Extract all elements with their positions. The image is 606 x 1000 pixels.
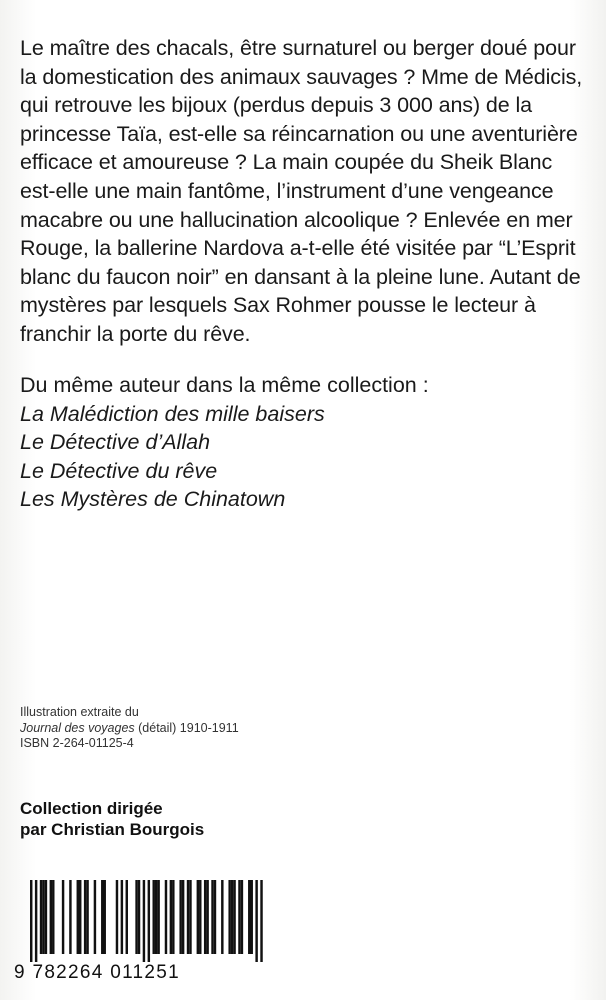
barcode-bars bbox=[14, 880, 264, 962]
barcode-bar bbox=[221, 880, 223, 954]
barcode-bar bbox=[121, 880, 123, 954]
barcode-bar bbox=[101, 880, 103, 954]
illustration-credits bbox=[20, 705, 420, 752]
barcode-bar bbox=[197, 880, 199, 954]
barcode-bar bbox=[104, 880, 106, 954]
barcode-bar bbox=[45, 880, 47, 954]
barcode-bar bbox=[40, 880, 42, 954]
book-title: Le Détective du rêve bbox=[20, 458, 218, 483]
same-author-section bbox=[20, 371, 590, 514]
barcode-digits: 9 782264 011251 bbox=[14, 962, 181, 983]
barcode-bar bbox=[86, 880, 88, 954]
barcode-bar bbox=[79, 880, 81, 954]
barcode-bar bbox=[165, 880, 167, 954]
barcode-bar bbox=[182, 880, 184, 954]
barcode-bar bbox=[187, 880, 189, 954]
barcode-bar bbox=[233, 880, 235, 954]
book-title: La Malédiction des mille baisers bbox=[20, 401, 325, 426]
blurb-text: Le maître des chacals, être surnaturel ou berger doué pour la domestication des animaux sauvages ? Mme de Médicis, qui retrouve les bijoux (perdus depuis 3 000 ans) de la princesse Taïa, est-elle sa réincarnation ou une aventurière efficace et amoureuse ? La main coupée du Sheik Blanc est-elle une main fantôme, l’instrument d’une vengeance macabre ou une hallucination alcoolique ? Enlevée en mer Rouge, la ballerine Nardova a-t-elle été visitée par “L’Esprit blanc du faucon noir” en dansant à la pleine lune. Autant de mystères par lesquels Sax Rohmer pousse le lecteur à franchir la porte du rêve. bbox=[20, 36, 583, 346]
barcode-bar bbox=[255, 880, 257, 962]
barcode-bar bbox=[50, 880, 52, 954]
barcode-bar bbox=[214, 880, 216, 954]
book-title: Le Détective d’Allah bbox=[20, 430, 211, 455]
barcode-bar bbox=[157, 880, 159, 954]
barcode-bar bbox=[155, 880, 157, 954]
barcode-bar bbox=[199, 880, 201, 954]
barcode-bar bbox=[94, 880, 96, 954]
barcode-bar bbox=[204, 880, 206, 954]
barcode-bar bbox=[248, 880, 250, 954]
barcode-bar bbox=[228, 880, 230, 954]
credit-line-1: Illustration extraite du bbox=[20, 705, 139, 719]
barcode-bar bbox=[211, 880, 213, 954]
barcode-bar bbox=[206, 880, 208, 954]
barcode-bar bbox=[231, 880, 233, 954]
barcode-bar bbox=[84, 880, 86, 954]
barcode-bar bbox=[52, 880, 54, 954]
barcode-bar bbox=[179, 880, 181, 954]
collection-line-1: Collection dirigée bbox=[20, 799, 163, 818]
same-author-heading: Du même auteur dans la même collection : bbox=[20, 373, 429, 397]
barcode-bar bbox=[116, 880, 118, 954]
barcode-bar bbox=[189, 880, 191, 954]
barcode-bar bbox=[135, 880, 137, 954]
barcode-bar bbox=[42, 880, 44, 954]
barcode-bar bbox=[77, 880, 79, 954]
barcode-bar bbox=[30, 880, 32, 962]
barcode-bar bbox=[251, 880, 253, 954]
title-list bbox=[20, 400, 590, 514]
barcode-bar bbox=[143, 880, 145, 962]
collection-credit bbox=[20, 798, 204, 840]
barcode-bar bbox=[138, 880, 140, 954]
credit-line-2 bbox=[20, 721, 420, 737]
isbn: ISBN 2-264-01125-4 bbox=[20, 736, 134, 751]
barcode-bar bbox=[35, 880, 37, 962]
barcode-bar bbox=[153, 880, 155, 954]
barcode-bar bbox=[62, 880, 64, 954]
journal-detail: (détail) 1910-1911 bbox=[134, 720, 239, 735]
book-title: Les Mystères de Chinatown bbox=[20, 487, 286, 512]
barcode-bar bbox=[238, 880, 240, 954]
barcode-bar bbox=[69, 880, 71, 954]
barcode bbox=[14, 880, 264, 992]
barcode-bar bbox=[148, 880, 150, 962]
journal-title: Journal des voyages bbox=[20, 720, 135, 735]
collection-line-2: par Christian Bourgois bbox=[20, 820, 205, 839]
barcode-bar bbox=[260, 880, 262, 962]
barcode-bar bbox=[126, 880, 128, 954]
barcode-bar bbox=[170, 880, 172, 954]
barcode-bar bbox=[172, 880, 174, 954]
barcode-bar bbox=[241, 880, 243, 954]
